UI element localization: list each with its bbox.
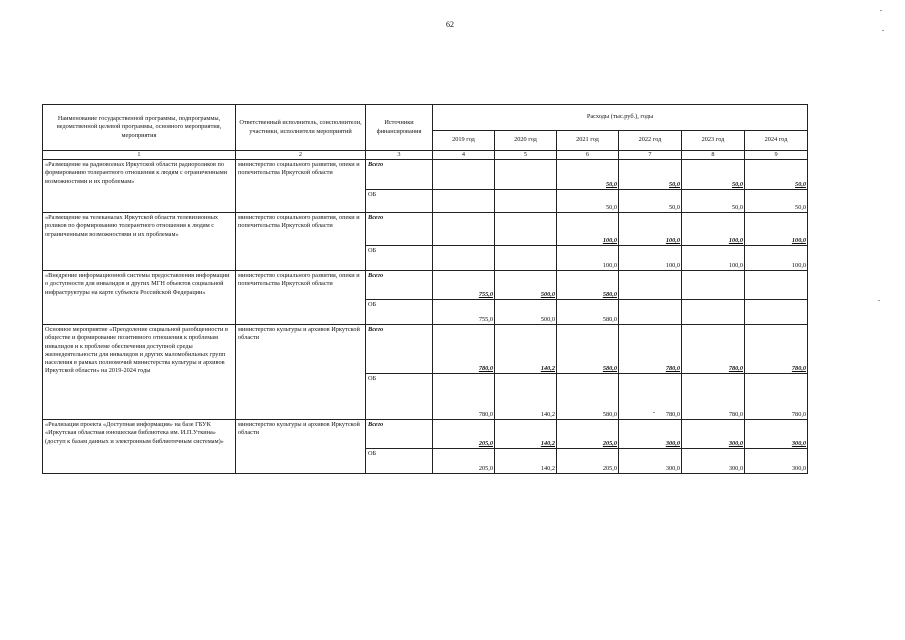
amount-ob: 300,0 bbox=[682, 449, 745, 474]
measure-name: Основное мероприятие «Преодоление социальной разобщенности в обществе и формирование позитивного отношения к проблемам инвалидов и к проблеме обеспечения доступной среды жизнедеятельности для инвалидов и других маломобильных групп населения в рамках полномочий министерства культуры и архивов Иркутской области» на 2019-2024 годы bbox=[43, 325, 236, 420]
measure-name: «Внедрение информационной системы предоставления информации о доступности для инвалидов и других МГН объектов социальной инфраструктуры на карте субъекта Российской Федерации» bbox=[43, 271, 236, 325]
amount-total: 100,0 bbox=[557, 213, 619, 246]
amount-total: 755,0 bbox=[433, 271, 495, 300]
amount-total: 580,0 bbox=[557, 325, 619, 374]
expenses-table bbox=[42, 104, 808, 474]
amount-ob: 780,0 bbox=[433, 374, 495, 420]
scan-mark bbox=[653, 412, 655, 413]
measure-name: «Реализация проекта «Доступная информация» на базе ГБУК «Иркутская областная юношеская библиотека им. И.П.Уткина» (доступ к базам данных и электронным библиотечным системам)» bbox=[43, 420, 236, 474]
column-index: 8 bbox=[682, 151, 745, 160]
responsible-executor: министерство социального развития, опеки и попечительства Иркутской области bbox=[236, 271, 366, 325]
amount-total: 100,0 bbox=[682, 213, 745, 246]
column-index-row bbox=[43, 151, 808, 160]
amount-ob: 500,0 bbox=[495, 300, 557, 325]
amount-ob: 780,0 bbox=[619, 374, 682, 420]
amount-ob: 100,0 bbox=[557, 246, 619, 271]
responsible-executor: министерство социального развития, опеки и попечительства Иркутской области bbox=[236, 213, 366, 271]
column-index: 9 bbox=[745, 151, 808, 160]
amount-total: 100,0 bbox=[745, 213, 808, 246]
amount-total: 205,0 bbox=[433, 420, 495, 449]
source-total-label: Всего bbox=[366, 271, 433, 300]
table-row bbox=[43, 213, 808, 246]
column-index: 2 bbox=[236, 151, 366, 160]
amount-ob: 205,0 bbox=[433, 449, 495, 474]
responsible-executor: министерство культуры и архивов Иркутской области bbox=[236, 420, 366, 474]
amount-ob: 205,0 bbox=[557, 449, 619, 474]
amount-total bbox=[495, 213, 557, 246]
table-body bbox=[43, 151, 808, 474]
source-ob-label: ОБ bbox=[366, 246, 433, 271]
amount-total: 50,0 bbox=[682, 160, 745, 190]
amount-ob bbox=[619, 300, 682, 325]
header-name: Наименование государственной программы, подпрограммы, ведомственной целевой программы, основного мероприятия, мероприятия bbox=[43, 105, 236, 151]
amount-ob: 300,0 bbox=[745, 449, 808, 474]
amount-ob: 50,0 bbox=[619, 190, 682, 213]
amount-ob bbox=[745, 300, 808, 325]
column-index: 4 bbox=[433, 151, 495, 160]
source-ob-label: ОБ bbox=[366, 190, 433, 213]
amount-total: 780,0 bbox=[682, 325, 745, 374]
amount-ob: 140,2 bbox=[495, 449, 557, 474]
column-index: 3 bbox=[366, 151, 433, 160]
amount-ob bbox=[433, 246, 495, 271]
header-year: 2019 год bbox=[433, 131, 495, 151]
amount-total: 50,0 bbox=[745, 160, 808, 190]
amount-ob: 140,2 bbox=[495, 374, 557, 420]
header-year: 2024 год bbox=[745, 131, 808, 151]
amount-ob: 50,0 bbox=[745, 190, 808, 213]
amount-ob bbox=[495, 190, 557, 213]
source-ob-label: ОБ bbox=[366, 374, 433, 420]
header-year: 2023 год bbox=[682, 131, 745, 151]
source-total-label: Всего bbox=[366, 160, 433, 190]
amount-total: 780,0 bbox=[619, 325, 682, 374]
scan-mark bbox=[878, 300, 880, 301]
table-row bbox=[43, 160, 808, 190]
amount-ob: 100,0 bbox=[745, 246, 808, 271]
amount-total bbox=[433, 213, 495, 246]
amount-total bbox=[619, 271, 682, 300]
source-total-label: Всего bbox=[366, 420, 433, 449]
source-ob-label: ОБ bbox=[366, 449, 433, 474]
amount-ob: 100,0 bbox=[682, 246, 745, 271]
amount-total: 300,0 bbox=[682, 420, 745, 449]
source-total-label: Всего bbox=[366, 325, 433, 374]
header-year: 2021 год bbox=[557, 131, 619, 151]
source-ob-label: ОБ bbox=[366, 300, 433, 325]
scan-mark bbox=[882, 30, 884, 31]
amount-total bbox=[682, 271, 745, 300]
amount-ob: 300,0 bbox=[619, 449, 682, 474]
amount-ob: 755,0 bbox=[433, 300, 495, 325]
measure-name: «Размещение на радиоволнах Иркутской области радиороликов по формированию толерантного отношения к людям с ограниченными возможностями и их проблемам» bbox=[43, 160, 236, 213]
header-expenses: Расходы (тыс.руб.), годы bbox=[433, 105, 808, 131]
header-source: Источники финансирования bbox=[366, 105, 433, 151]
amount-ob: 100,0 bbox=[619, 246, 682, 271]
amount-total: 140,2 bbox=[495, 420, 557, 449]
amount-ob: 50,0 bbox=[557, 190, 619, 213]
table-row bbox=[43, 325, 808, 374]
amount-ob bbox=[433, 190, 495, 213]
amount-total: 500,0 bbox=[495, 271, 557, 300]
table-row bbox=[43, 271, 808, 300]
amount-ob bbox=[495, 246, 557, 271]
header-responsible: Ответственный исполнитель, соисполнители, участники, исполнители мероприятий bbox=[236, 105, 366, 151]
column-index: 1 bbox=[43, 151, 236, 160]
page-number: 62 bbox=[446, 20, 454, 29]
amount-total: 300,0 bbox=[745, 420, 808, 449]
amount-total: 50,0 bbox=[557, 160, 619, 190]
table-row bbox=[43, 420, 808, 449]
amount-total bbox=[433, 160, 495, 190]
responsible-executor: министерство социального развития, опеки и попечительства Иркутской области bbox=[236, 160, 366, 213]
amount-total: 100,0 bbox=[619, 213, 682, 246]
amount-total: 50,0 bbox=[619, 160, 682, 190]
amount-total: 780,0 bbox=[433, 325, 495, 374]
column-index: 5 bbox=[495, 151, 557, 160]
source-total-label: Всего bbox=[366, 213, 433, 246]
amount-ob bbox=[682, 300, 745, 325]
responsible-executor: министерство культуры и архивов Иркутской области bbox=[236, 325, 366, 420]
amount-total: 300,0 bbox=[619, 420, 682, 449]
column-index: 7 bbox=[619, 151, 682, 160]
header-year: 2020 год bbox=[495, 131, 557, 151]
amount-ob: 50,0 bbox=[682, 190, 745, 213]
measure-name: «Размещение на телеканалах Иркутской области телевизионных роликов по формированию толерантного отношения к людям с ограниченными возможностями и их проблемам» bbox=[43, 213, 236, 271]
amount-total bbox=[495, 160, 557, 190]
amount-total: 780,0 bbox=[745, 325, 808, 374]
amount-ob: 580,0 bbox=[557, 374, 619, 420]
header-year: 2022 год bbox=[619, 131, 682, 151]
scan-mark bbox=[880, 10, 882, 11]
table-header bbox=[43, 105, 808, 151]
amount-total bbox=[745, 271, 808, 300]
amount-ob: 580,0 bbox=[557, 300, 619, 325]
amount-total: 205,0 bbox=[557, 420, 619, 449]
amount-total: 580,0 bbox=[557, 271, 619, 300]
column-index: 6 bbox=[557, 151, 619, 160]
amount-ob: 780,0 bbox=[682, 374, 745, 420]
amount-total: 140,2 bbox=[495, 325, 557, 374]
amount-ob: 780,0 bbox=[745, 374, 808, 420]
